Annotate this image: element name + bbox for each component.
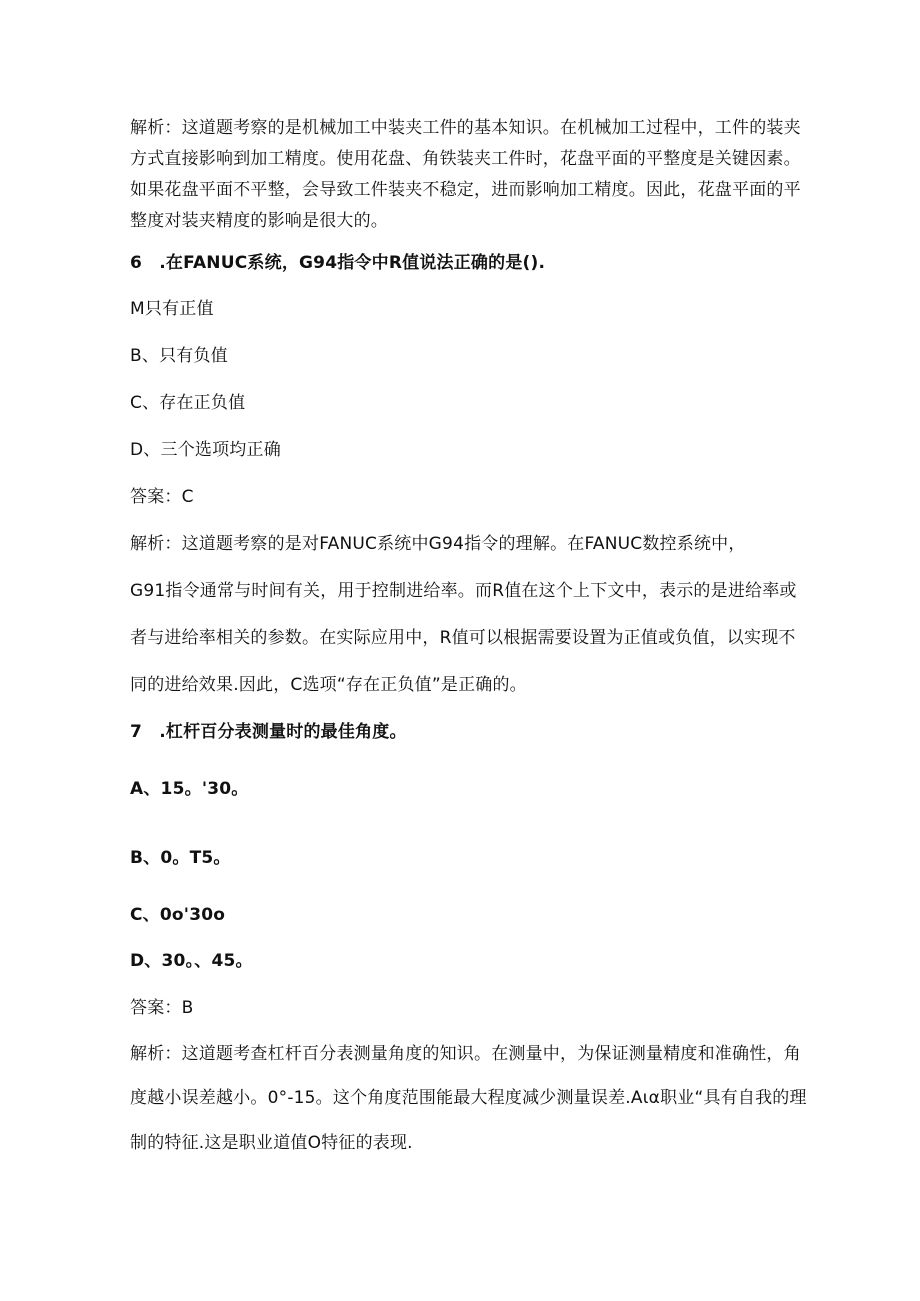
q7-answer: 答案：B bbox=[130, 998, 194, 1018]
q7-option-b: B、0。T5。 bbox=[130, 848, 231, 868]
q7-option-c: C、0o'30o bbox=[130, 905, 226, 925]
q7-analysis-line: 度越小误差越小。0°-15。这个角度范围能最大程度减少测量误差.Aια职业“具有自我的理 bbox=[130, 1088, 807, 1108]
q6-question: 6 .在FANUC系统，G94指令中R值说法正确的是(). bbox=[130, 253, 546, 273]
q7-analysis-line: 制的特征.这是职业道值O特征的表现. bbox=[130, 1133, 413, 1153]
q6-option-a: M只有正值 bbox=[130, 299, 214, 319]
q6-analysis-line: 同的进给效果.因此，C选项“存在正负值”是正确的。 bbox=[130, 675, 527, 695]
q6-option-c: C、存在正负值 bbox=[130, 393, 246, 413]
q5-analysis-line: 如果花盘平面不平整，会导致工件装夹不稳定，进而影响加工精度。因此，花盘平面的平 bbox=[130, 180, 801, 200]
q7-option-a: A、15。'30。 bbox=[130, 779, 249, 799]
q7-question: 7 .杠杆百分表测量时的最佳角度。 bbox=[130, 722, 407, 742]
q5-analysis-line: 解析：这道题考察的是机械加工中装夹工件的基本知识。在机械加工过程中，工件的装夹 bbox=[130, 118, 801, 138]
q6-analysis-line: 解析：这道题考察的是对FANUC系统中G94指令的理解。在FANUC数控系统中， bbox=[130, 534, 746, 554]
q5-analysis-line: 方式直接影响到加工精度。使用花盘、角铁装夹工件时，花盘平面的平整度是关键因素。 bbox=[130, 149, 801, 169]
q6-option-b: B、只有负值 bbox=[130, 346, 228, 366]
q6-answer: 答案：C bbox=[130, 487, 194, 507]
q5-analysis-line: 整度对装夹精度的影响是很大的。 bbox=[130, 211, 388, 231]
q6-analysis-line: G91指令通常与时间有关，用于控制进给率。而R值在这个上下文中，表示的是进给率或 bbox=[130, 581, 797, 601]
q6-analysis-line: 者与进给率相关的参数。在实际应用中，R值可以根据需要设置为正值或负值，以实现不 bbox=[130, 628, 796, 648]
q7-option-d: D、30。、45。 bbox=[130, 951, 253, 971]
q6-option-d: D、三个选项均正确 bbox=[130, 440, 281, 460]
q7-analysis-line: 解析：这道题考查杠杆百分表测量角度的知识。在测量中，为保证测量精度和准确性，角 bbox=[130, 1044, 801, 1064]
